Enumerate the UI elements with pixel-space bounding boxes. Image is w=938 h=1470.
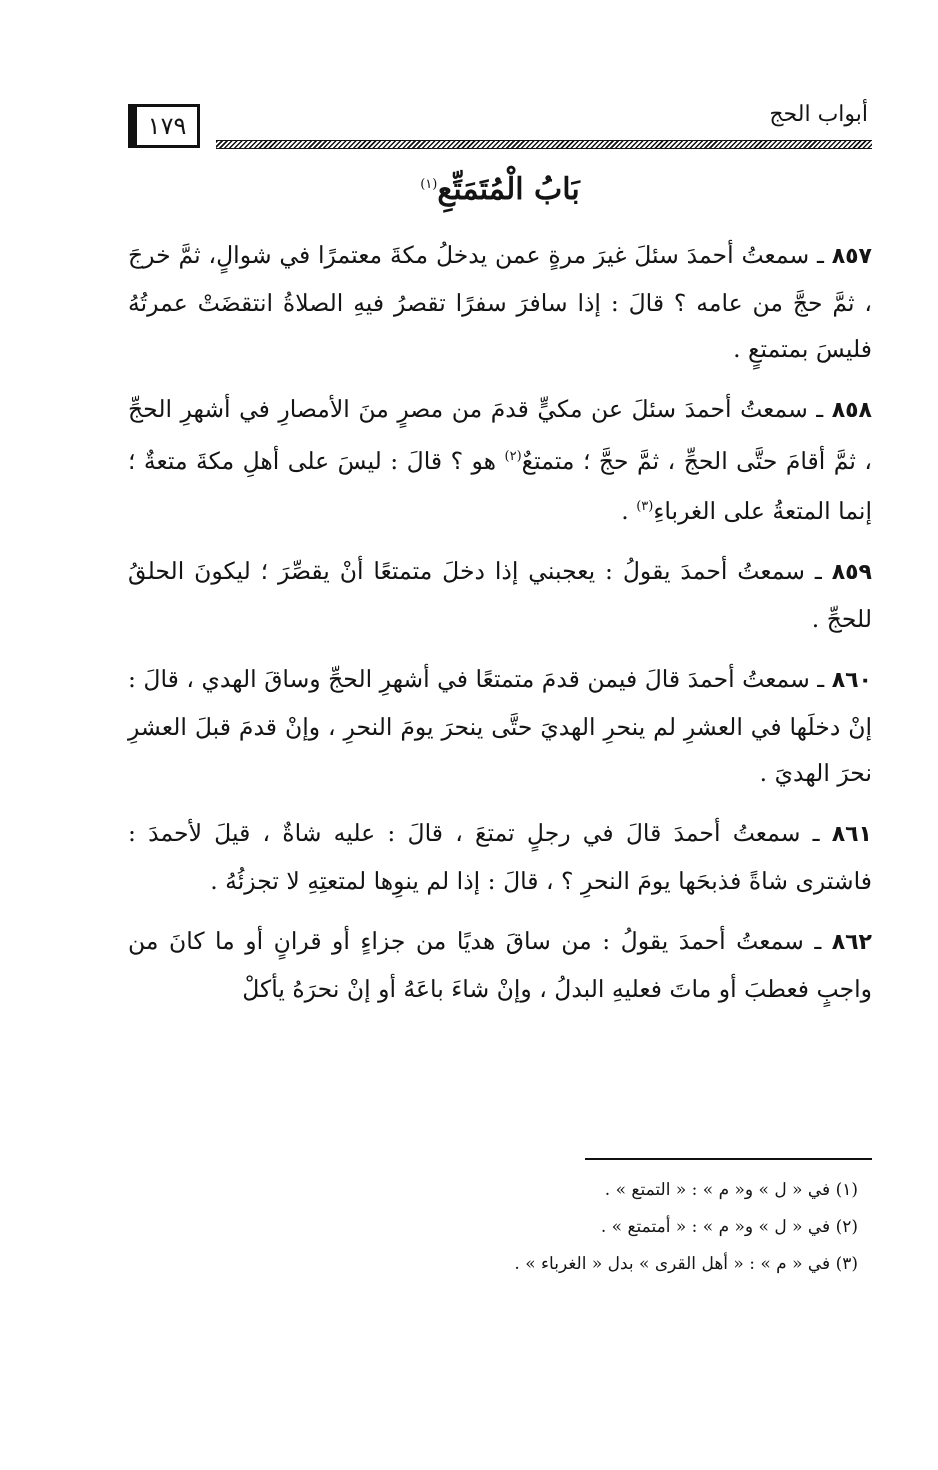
paragraph-text: ـ سمعتُ أحمدَ قالَ في رجلٍ تمتعَ ، قالَ : عليه شاةٌ ، قيلَ لأحمدَ : فاشترى شاةً فذبحَها يومَ النحرِ ؟ ، قالَ : إذا لم ينوِها لمتعتِهِ لا تجزئُهُ . bbox=[128, 818, 872, 895]
footnote: (٣) في « م » : « أهل القرى » بدل « الغرباء » . bbox=[514, 1254, 858, 1274]
body-text bbox=[128, 232, 872, 1026]
running-head: أبواب الحج bbox=[769, 102, 868, 127]
hadith-number: ٨٦٢ bbox=[831, 929, 872, 955]
paragraph-text: ـ سمعتُ أحمدَ يقولُ : من ساقَ هديًا من جزاءٍ أو قرانٍ أو ما كانَ من واجبٍ فعطبَ أو ماتَ فعليهِ البدلُ ، وإنْ شاءَ باعَهُ أو إنْ نحرَهُ يأكلْ bbox=[128, 926, 872, 1003]
footnote-ref: (٣) bbox=[636, 498, 654, 514]
footnote-rule bbox=[585, 1158, 872, 1160]
paragraph-text: هو ؟ قالَ : ليسَ على أهلِ مكةَ متعةٌ ؛ إنما المتعةُ على الغرباءِ bbox=[128, 446, 872, 525]
paragraph-text: ـ سمعتُ أحمدَ يقولُ : يعجبني إذا دخلَ متمتعًا أنْ يقصِّرَ ؛ ليكونَ الحلقُ للحجِّ . bbox=[128, 556, 872, 633]
paragraph-text: ـ سمعتُ أحمدَ قالَ فيمن قدمَ متمتعًا في أشهرِ الحجِّ وساقَ الهدي ، قالَ : إنْ دخلَها في العشرِ لم ينحرِ الهديَ حتَّى ينحرَ يومَ النحرِ ، وإنْ قدمَ قبلَ العشرِ نحرَ الهديَ . bbox=[128, 664, 872, 787]
hadith-number: ٨٥٨ bbox=[831, 398, 872, 423]
footnote-ref: (٢) bbox=[504, 449, 522, 464]
footnote: (٢) في « ل » و« م » : « أمتمتع » . bbox=[600, 1217, 858, 1237]
footnotes bbox=[128, 1172, 858, 1283]
hadith-number: ٨٥٧ bbox=[831, 244, 872, 269]
paragraph-858 bbox=[128, 386, 872, 534]
page-header bbox=[128, 98, 872, 156]
paragraph-text: ـ سمعتُ أحمدَ سئلَ عن مكيٍّ قدمَ من مصرٍ منَ الأمصارِ في أشهرِ الحجِّ ، ثمَّ أقامَ حتَّى الحجِّ ، ثمَّ حجَّ ؛ متمتعٌ bbox=[128, 395, 872, 475]
hadith-number: ٨٦٠ bbox=[831, 667, 872, 693]
page-number: ١٧٩ bbox=[128, 104, 200, 148]
hadith-number: ٨٥٩ bbox=[831, 559, 872, 585]
paragraph-859 bbox=[128, 548, 872, 642]
hadith-number: ٨٦١ bbox=[831, 821, 872, 847]
paragraph-861 bbox=[128, 810, 872, 904]
paragraph-text: ـ سمعتُ أحمدَ سئلَ غيرَ مرةٍ عمن يدخلُ مكةَ معتمرًا في شوالٍ، ثمَّ خرجَ ، ثمَّ حجَّ من عامه ؟ قالَ : إذا سافرَ سفرًا تقصرُ فيهِ الصلاةُ انتقضَتْ عمرتُهُ فليسَ بمتمتعٍ . bbox=[128, 241, 872, 363]
footnote: (١) في « ل » و« م » : « التمتع » . bbox=[604, 1180, 858, 1200]
paragraph-857 bbox=[128, 232, 872, 372]
paragraph-860 bbox=[128, 656, 872, 796]
chapter-title bbox=[128, 172, 872, 207]
header-rule bbox=[216, 140, 872, 149]
chapter-title-text: بَابُ الْمُتَمَتِّعِ bbox=[437, 172, 580, 207]
footnote-ref: (١) bbox=[420, 177, 438, 192]
paragraph-text: . bbox=[621, 496, 637, 525]
paragraph-862 bbox=[128, 918, 872, 1012]
